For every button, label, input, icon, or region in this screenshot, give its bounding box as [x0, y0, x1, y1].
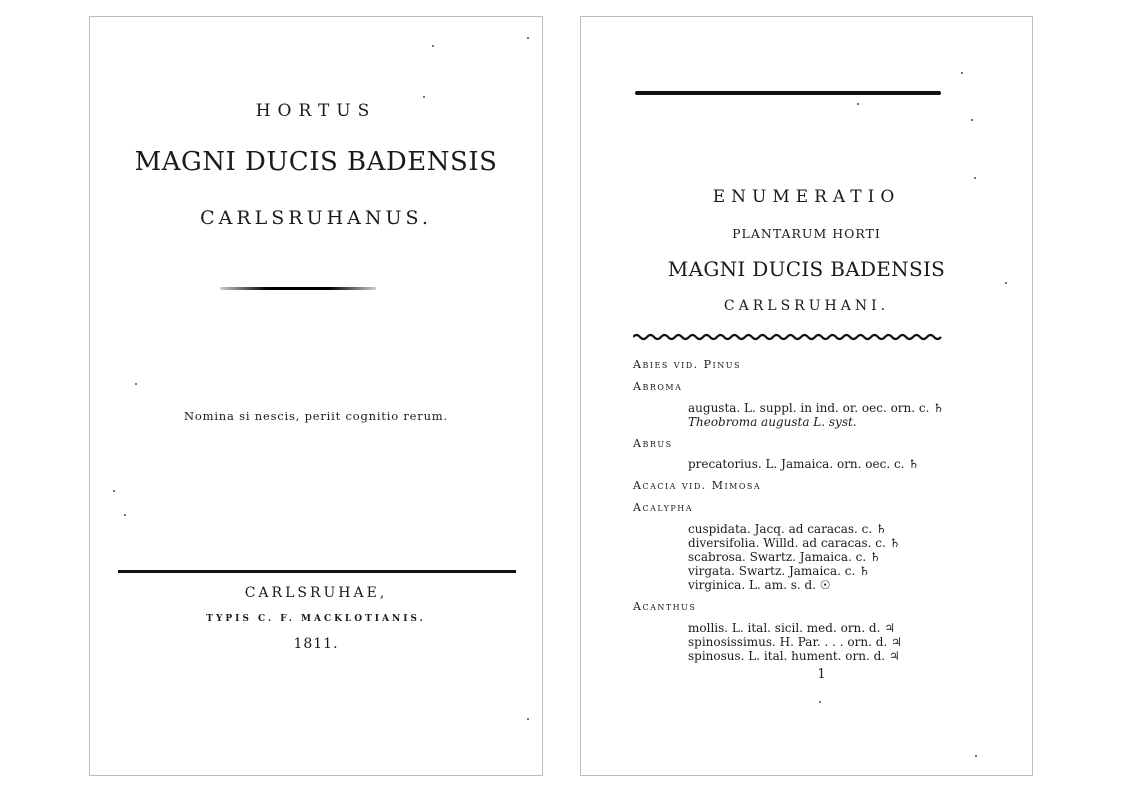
synonym-text: Theobroma augusta L. syst.: [688, 415, 857, 429]
entry-species: cuspidata. Jacq. ad caracas. c. ♄: [688, 522, 887, 536]
entry-genus-acacia: Acacia vid. Mimosa: [633, 479, 762, 492]
title-line-hortus: HORTUS: [255, 101, 377, 121]
paper-speck: [527, 718, 529, 720]
title-page: [89, 16, 543, 776]
header-rule: [635, 91, 941, 95]
paper-speck: [423, 96, 425, 98]
title-divider: [220, 287, 376, 290]
title-line-carlsruhanus: CARLSRUHANUS.: [200, 207, 432, 229]
entry-synonym: [688, 415, 857, 429]
wavy-divider: [633, 333, 943, 341]
title-line-magni-ducis: MAGNI DUCIS BADENSIS: [134, 147, 498, 177]
heading-magni-ducis: MAGNI DUCIS BADENSIS: [667, 257, 946, 281]
imprint-rule: [118, 570, 516, 573]
entry-species: virgata. Swartz. Jamaica. c. ♄: [688, 564, 870, 578]
paper-speck: [527, 37, 529, 39]
heading-plantarum-horti: PLANTARUM HORTI: [732, 226, 881, 241]
entry-species: augusta. L. suppl. in ind. or. oec. orn. c. ♄: [688, 401, 945, 415]
paper-speck: [961, 72, 963, 74]
paper-speck: [124, 514, 126, 516]
paper-speck: [974, 177, 976, 179]
page-number: 1: [817, 667, 826, 682]
paper-speck: [857, 103, 859, 105]
entry-genus-abrus: Abrus: [633, 437, 673, 450]
paper-speck: [971, 119, 973, 121]
entry-species: spinosissimus. H. Par. . . . orn. d. ♃: [688, 635, 902, 649]
paper-speck: [975, 755, 977, 757]
paper-speck: [135, 383, 137, 385]
paper-speck: [432, 45, 434, 47]
entry-species: precatorius. L. Jamaica. orn. oec. c. ♄: [688, 457, 920, 471]
paper-speck: [819, 701, 821, 703]
entry-genus-abies: Abies vid. Pinus: [633, 358, 741, 371]
entry-genus-acanthus: Acanthus: [633, 600, 697, 613]
heading-enumeratio: ENUMERATIO: [712, 187, 901, 207]
entry-species: virginica. L. am. s. d. ☉: [688, 578, 831, 592]
imprint-year: 1811.: [293, 636, 339, 652]
entry-genus-acalypha: Acalypha: [633, 501, 694, 514]
paper-speck: [1005, 282, 1007, 284]
entry-genus-abroma: Abroma: [633, 380, 683, 393]
heading-carlsruhani: CARLSRUHANI.: [723, 298, 890, 314]
paper-speck: [113, 490, 115, 492]
motto: Nomina si nescis, periit cognitio rerum.: [184, 409, 448, 423]
entry-species: diversifolia. Willd. ad caracas. c. ♄: [688, 536, 901, 550]
imprint-printer: TYPIS C. F. MACKLOTIANIS.: [206, 614, 426, 624]
entry-species: spinosus. L. ital. hument. orn. d. ♃: [688, 649, 900, 663]
enumeration-page: [580, 16, 1033, 776]
entry-species: mollis. L. ital. sicil. med. orn. d. ♃: [688, 621, 895, 635]
entry-species: scabrosa. Swartz. Jamaica. c. ♄: [688, 550, 881, 564]
imprint-city: CARLSRUHAE,: [244, 585, 388, 601]
